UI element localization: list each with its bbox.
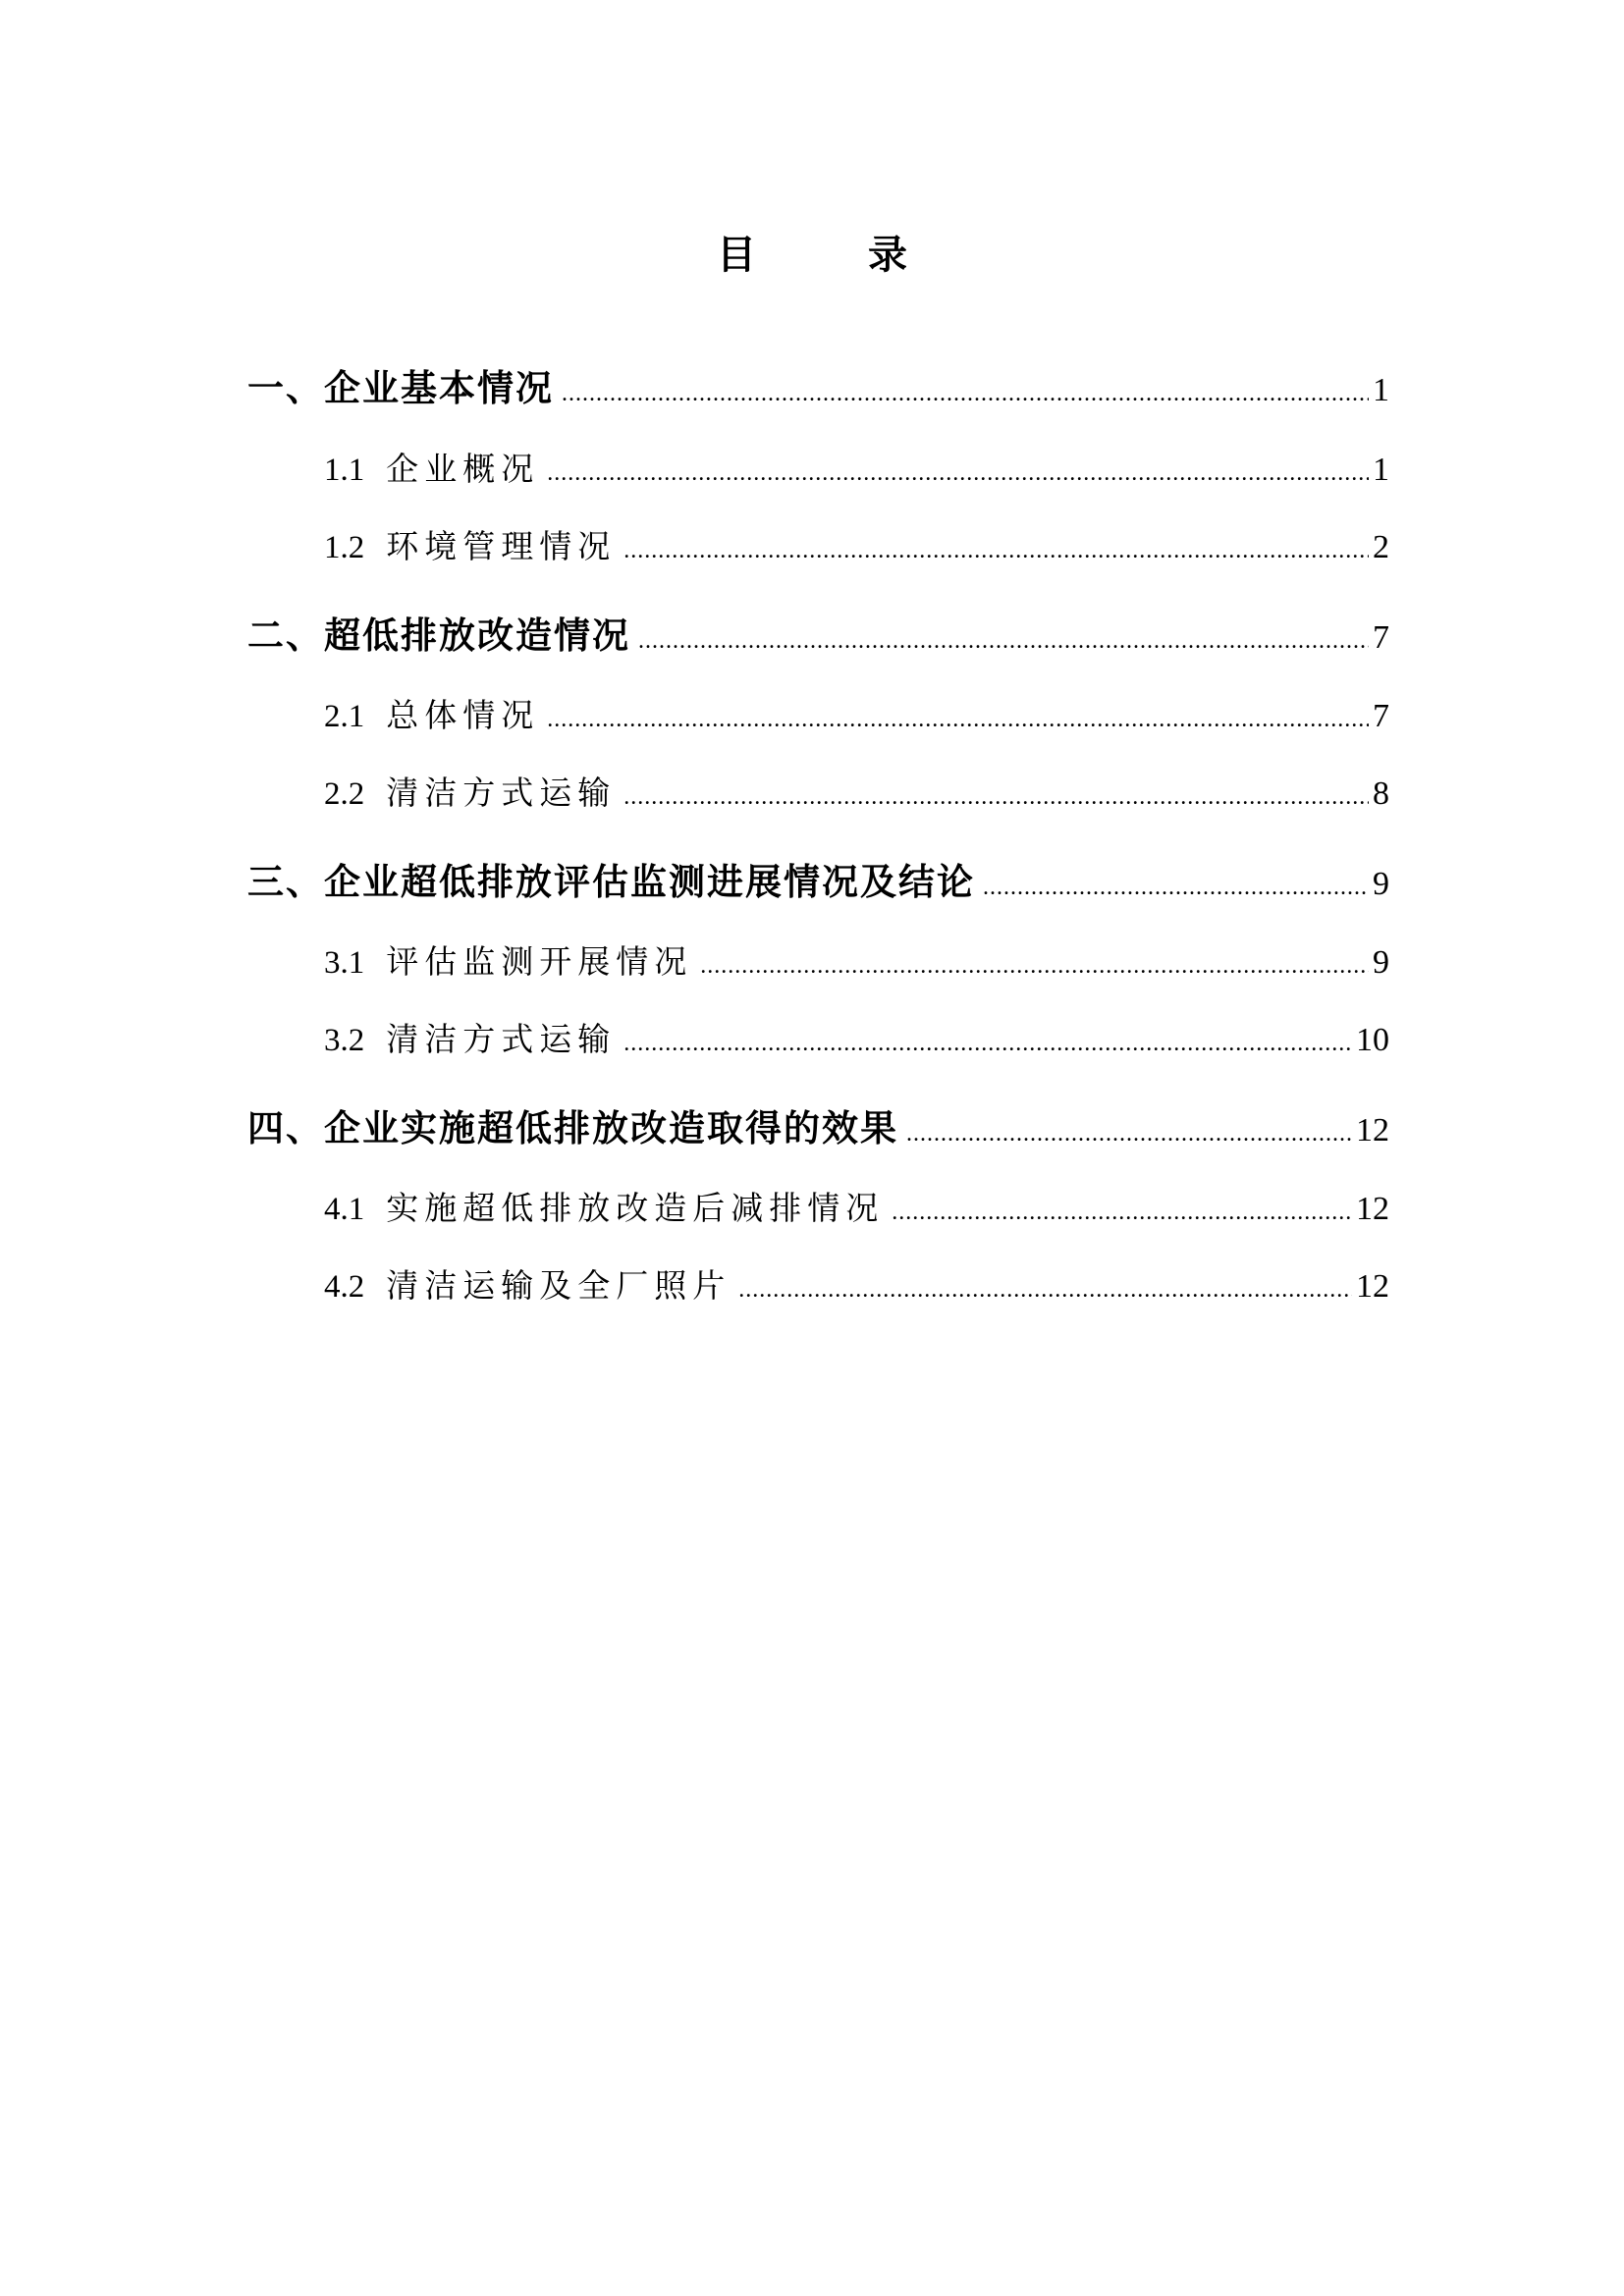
toc-dot-leader [638,617,1369,665]
toc-dot-leader [892,1189,1352,1236]
toc-dot-leader [738,1266,1352,1313]
toc-dot-leader [983,864,1369,911]
toc-page-number: 2 [1373,529,1389,565]
toc-page-number: 10 [1356,1022,1389,1058]
toc-entry-label: 四、企业实施超低排放改造取得的效果 [247,1107,898,1149]
toc-entry-number: 1.1 [324,453,365,488]
toc-entry-number: 2.1 [324,699,365,734]
toc-dot-leader [906,1110,1352,1157]
toc-title: 目 录 [717,233,956,278]
toc-entry-label: 评估监测开展情况 [386,942,693,981]
toc-entry-number: 4.1 [324,1192,365,1227]
toc-entry-section-2[interactable] [247,613,1389,665]
toc-entry-number: 4.2 [324,1269,365,1305]
toc-entry-label: 二、超低排放改造情况 [247,614,630,657]
toc-entry-label: 企业概况 [386,450,540,488]
toc-page-number: 12 [1356,1112,1389,1148]
toc-page-number: 1 [1373,452,1389,488]
toc-entry-label: 清洁运输及全厂照片 [386,1266,731,1305]
toc-page-number: 9 [1373,866,1389,902]
toc-dot-leader [700,942,1369,989]
toc-entry-label: 总体情况 [386,696,540,734]
toc-entry-4-2[interactable] [324,1262,1389,1313]
toc-entry-2-2[interactable] [324,770,1389,821]
toc-page-number: 8 [1373,775,1389,812]
toc-dot-leader [562,370,1369,417]
toc-page-number: 9 [1373,944,1389,981]
toc-page-number: 7 [1373,698,1389,734]
toc-entry-label: 一、企业基本情况 [247,367,554,409]
toc-dot-leader [547,450,1369,497]
toc-page-number: 12 [1356,1191,1389,1227]
toc-dot-leader [547,696,1369,743]
toc-entry-number: 2.2 [324,776,365,812]
toc-entry-label: 三、企业超低排放评估监测进展情况及结论 [247,861,975,903]
toc-dot-leader [623,527,1369,574]
toc-page-number: 12 [1356,1268,1389,1305]
toc-entry-label: 清洁方式运输 [386,1020,617,1058]
toc-entry-number: 3.1 [324,945,365,981]
toc-entry-number: 1.2 [324,530,365,565]
toc-entry-label: 清洁方式运输 [386,774,617,812]
toc-entry-1-1[interactable] [324,446,1389,497]
toc-entry-3-2[interactable] [324,1016,1389,1067]
toc-dot-leader [623,1020,1352,1067]
toc-entry-section-1[interactable] [247,365,1389,417]
toc-entry-label: 环境管理情况 [386,527,617,565]
toc-entry-1-2[interactable] [324,523,1389,574]
toc-entry-section-4[interactable] [247,1105,1389,1157]
toc-entry-3-1[interactable] [324,938,1389,989]
toc-page-number: 1 [1373,372,1389,408]
toc-page-number: 7 [1373,619,1389,656]
toc-entry-number: 3.2 [324,1023,365,1058]
toc-entry-2-1[interactable] [324,692,1389,743]
toc-entry-label: 实施超低排放改造后减排情况 [386,1189,885,1227]
toc-dot-leader [623,774,1369,821]
toc-entry-section-3[interactable] [247,859,1389,911]
toc-entry-4-1[interactable] [324,1185,1389,1236]
